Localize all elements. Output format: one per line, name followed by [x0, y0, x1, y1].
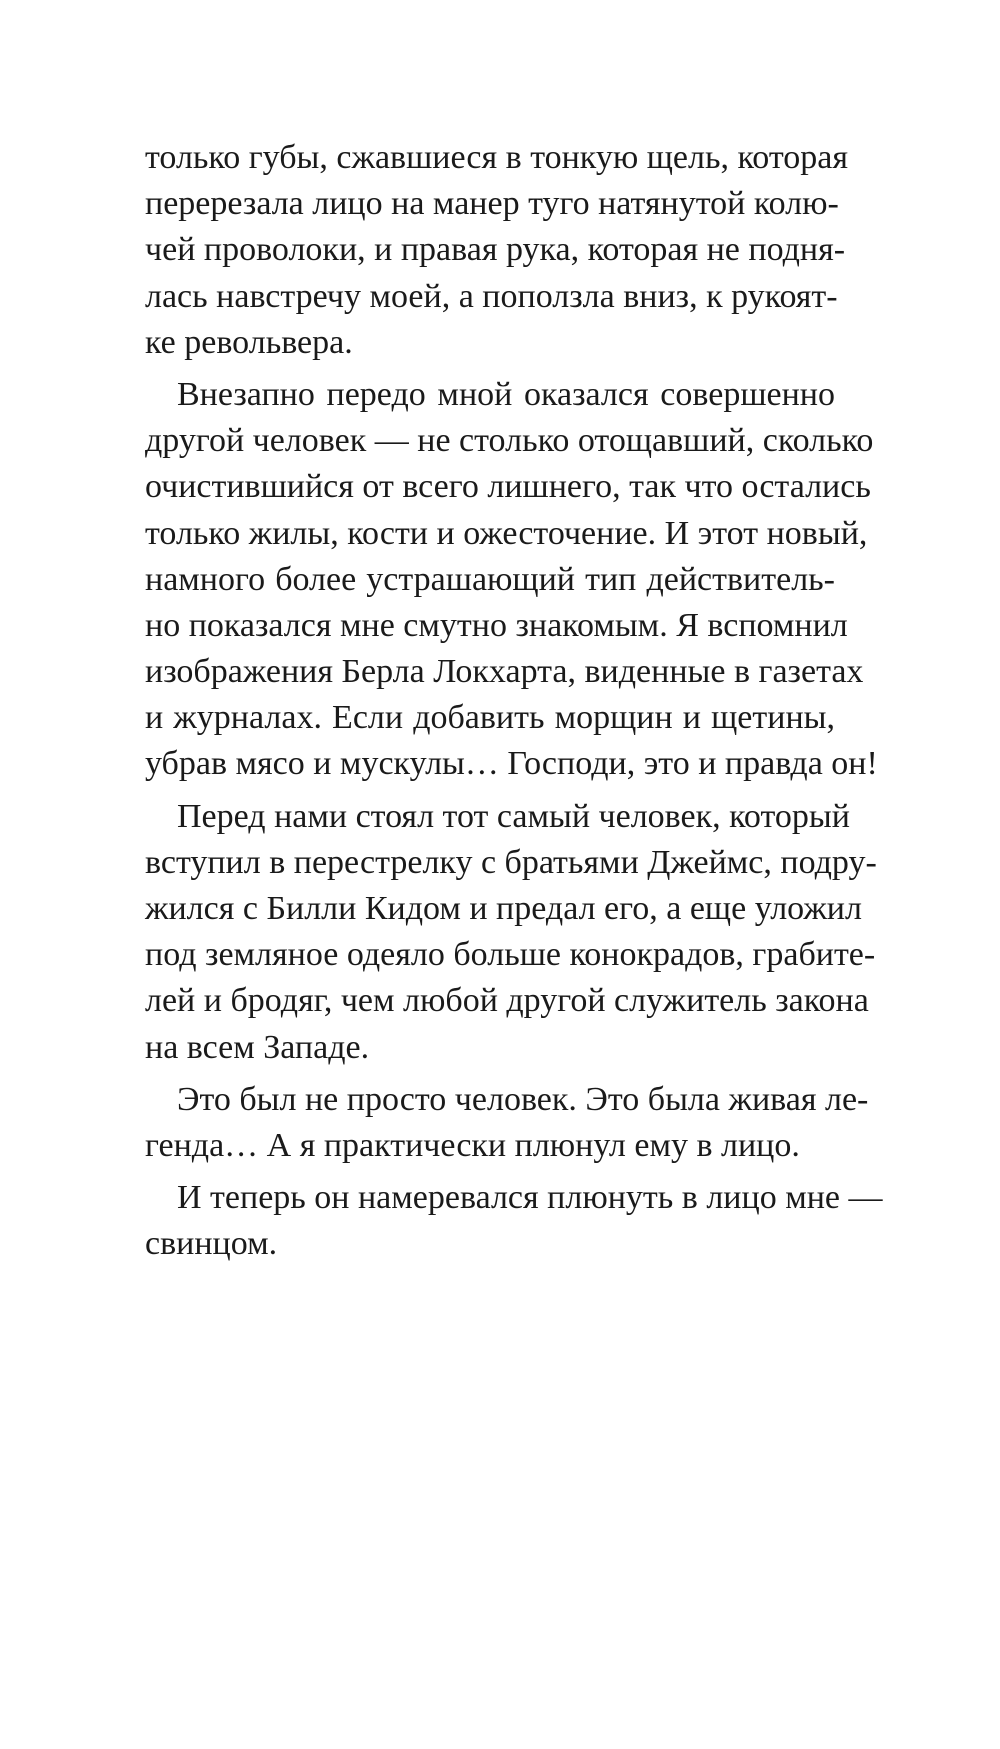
text-line: только губы, сжавшиеся в тонкую щель, которая — [145, 139, 848, 176]
text-line: под земляное одеяло больше конокрадов, грабите- — [145, 936, 876, 974]
text-line: свинцом. — [145, 1225, 278, 1263]
text-line: но показался мне смутно знакомым. Я вспомнил — [145, 606, 848, 644]
text-line: только жилы, кости и ожесточение. И этот новый, — [145, 514, 868, 552]
book-page-text — [145, 135, 883, 1268]
paragraph-2 — [145, 372, 878, 788]
text-line: убрав мясо и мускулы… Господи, это и правда он! — [145, 745, 878, 783]
paragraph-5 — [145, 1175, 883, 1267]
text-line: И теперь он намеревался плюнуть в лицо мне — — [177, 1179, 883, 1217]
text-line: перерезала лицо на манер туго натянутой колю- — [145, 185, 839, 223]
text-line: лась навстречу моей, а поползла вниз, к рукоят- — [145, 277, 838, 315]
text-line: генда… А я практически плюнул ему в лицо. — [145, 1126, 800, 1164]
text-line: другой человек — не столько отощавший, сколько — [145, 422, 874, 460]
text-line: на всем Западе. — [145, 1028, 370, 1066]
paragraph-4 — [145, 1077, 869, 1169]
text-line: ке револьвера. — [145, 323, 353, 361]
text-line: очистившийся от всего лишнего, так что остались — [145, 468, 871, 506]
text-line: чей проволоки, и правая рука, которая не подня- — [145, 231, 846, 269]
text-line: намного более устрашающий тип действитель- — [145, 560, 835, 598]
text-line: и журналах. Если добавить морщин и щетины, — [145, 699, 835, 737]
text-line: вступил в перестрелку с братьями Джеймс, подру- — [145, 843, 877, 881]
text-line: изображения Берла Локхарта, виденные в газетах — [145, 653, 864, 691]
text-line: жился с Билли Кидом и предал его, а еще уложил — [145, 890, 862, 927]
paragraph-1 — [145, 135, 848, 366]
paragraph-3 — [145, 794, 877, 1071]
text-line: Это был не просто человек. Это была живая ле- — [177, 1080, 869, 1118]
text-line: Перед нами стоял тот самый человек, который — [177, 797, 850, 835]
text-line: Внезапно передо мной оказался совершенно — [177, 375, 835, 413]
text-line: лей и бродяг, чем любой другой служитель закона — [145, 982, 869, 1020]
